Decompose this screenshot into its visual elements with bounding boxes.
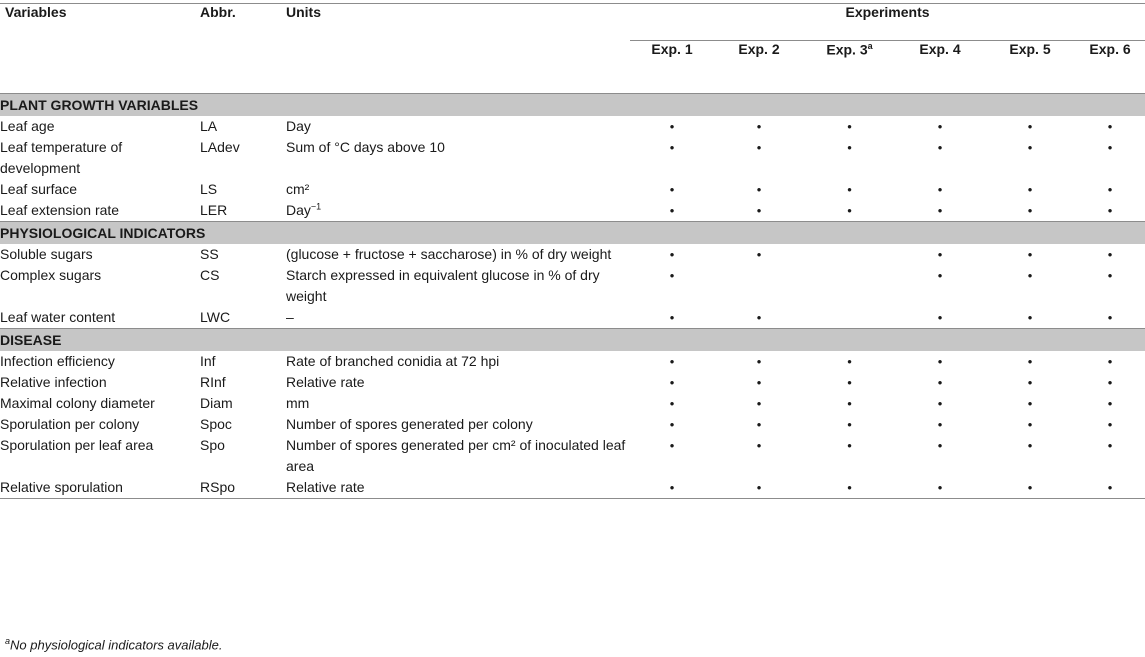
variable-units [286, 477, 630, 499]
experiment-3-cell [804, 393, 895, 414]
bullet-mark: • [669, 438, 675, 453]
experiment-1-cell [630, 393, 714, 414]
experiment-6-cell [1075, 265, 1145, 307]
experiment-2-cell [714, 265, 804, 307]
experiment-5-cell [985, 414, 1075, 435]
experiment-1-cell [630, 414, 714, 435]
table-row [0, 179, 1145, 200]
experiment-6-cell [1075, 244, 1145, 265]
experiment-6-cell [1075, 137, 1145, 179]
bullet-mark: • [1027, 310, 1033, 325]
experiment-4-cell [895, 477, 985, 499]
header-exp-3-label: Exp. 3 [826, 41, 868, 58]
table-row [0, 477, 1145, 499]
units-text: Number of spores generated per cm² of inoculated leaf area [286, 437, 626, 474]
variable-units [286, 265, 630, 307]
bullet-mark: • [937, 268, 943, 283]
experiment-5-cell [985, 200, 1075, 222]
experiment-3-cell [804, 372, 895, 393]
variable-abbr: LS [200, 181, 218, 197]
variable-abbr: Inf [200, 353, 216, 369]
experiment-2-cell [714, 244, 804, 265]
bullet-mark: • [847, 119, 852, 134]
experiment-4-cell [895, 307, 985, 329]
variable-units [286, 116, 630, 137]
units-text: Relative rate [286, 479, 365, 495]
bullet-mark: • [937, 375, 943, 390]
experiment-2-cell [714, 372, 804, 393]
bullet-mark: • [669, 182, 675, 197]
units-text: (glucose + fructose + saccharose) in % of dry weight [286, 246, 612, 262]
header-exp-3 [804, 41, 895, 94]
experiment-header-row [0, 41, 1145, 94]
bullet-mark: • [1027, 438, 1033, 453]
variable-units [286, 179, 630, 200]
units-text: Day [286, 202, 311, 218]
variable-name: Leaf temperature of development [0, 139, 123, 176]
bullet-mark: • [756, 438, 762, 453]
variable-units [286, 307, 630, 329]
experiment-1-cell [630, 200, 714, 222]
header-row [0, 4, 1145, 41]
experiment-2-cell [714, 116, 804, 137]
variable-abbr: SS [200, 246, 219, 262]
table-row [0, 351, 1145, 372]
variable-name: Leaf water content [0, 309, 116, 325]
experiment-5-cell [985, 351, 1075, 372]
experiment-1-cell [630, 351, 714, 372]
variable-units [286, 372, 630, 393]
bullet-mark: • [756, 417, 762, 432]
bullet-mark: • [1027, 354, 1033, 369]
bullet-mark: • [937, 119, 943, 134]
experiment-2-cell [714, 137, 804, 179]
variable-name: Complex sugars [0, 267, 102, 283]
bullet-mark: • [756, 140, 762, 155]
experiment-1-cell [630, 435, 714, 477]
experiment-6-cell [1075, 351, 1145, 372]
experiment-2-cell [714, 477, 804, 499]
experiment-1-cell [630, 244, 714, 265]
variable-abbr: Diam [200, 395, 233, 411]
variable-abbr: LWC [200, 309, 231, 325]
bullet-mark: • [937, 182, 943, 197]
header-exp-5: Exp. 5 [1009, 41, 1051, 57]
header-exp-4: Exp. 4 [919, 41, 961, 57]
data-table [0, 3, 1145, 499]
table-row [0, 414, 1145, 435]
header-exp-1: Exp. 1 [651, 41, 693, 57]
experiment-1-cell [630, 116, 714, 137]
bullet-mark: • [1107, 438, 1113, 453]
bullet-mark: • [847, 438, 852, 453]
bullet-mark: • [1107, 310, 1113, 325]
bullet-mark: • [1027, 268, 1033, 283]
variable-units [286, 244, 630, 265]
variable-units [286, 200, 630, 222]
units-text: Number of spores generated per colony [286, 416, 533, 432]
bullet-mark: • [669, 203, 675, 218]
experiment-4-cell [895, 116, 985, 137]
variable-abbr: LA [200, 118, 218, 134]
experiment-4-cell [895, 435, 985, 477]
experiment-6-cell [1075, 435, 1145, 477]
bullet-mark: • [669, 354, 675, 369]
bullet-mark: • [1027, 182, 1033, 197]
experiment-1-cell [630, 307, 714, 329]
bullet-mark: • [1107, 203, 1113, 218]
bullet-mark: • [756, 119, 762, 134]
bullet-mark: • [937, 396, 943, 411]
table-row [0, 200, 1145, 222]
experiment-1-cell [630, 137, 714, 179]
header-experiments: Experiments [630, 4, 1145, 41]
variable-name: Relative infection [0, 374, 107, 390]
variable-name: Maximal colony diameter [0, 395, 155, 411]
bullet-mark: • [1107, 268, 1113, 283]
experiment-3-cell [804, 351, 895, 372]
experiment-1-cell [630, 372, 714, 393]
experiment-3-cell [804, 244, 895, 265]
bullet-mark: • [1027, 140, 1033, 155]
experiment-6-cell [1075, 179, 1145, 200]
experiment-3-cell [804, 414, 895, 435]
experiment-4-cell [895, 351, 985, 372]
experiment-3-cell [804, 137, 895, 179]
section-title: PHYSIOLOGICAL INDICATORS [0, 222, 1145, 245]
header-variables: Variables [0, 4, 200, 41]
experiment-5-cell [985, 265, 1075, 307]
variable-name: Relative sporulation [0, 477, 200, 499]
footnote-mark: a [5, 636, 11, 646]
bullet-mark: • [937, 354, 943, 369]
bullet-mark: • [1027, 480, 1033, 495]
bullet-mark: • [669, 268, 675, 283]
variable-abbr: LAdev [200, 139, 240, 155]
bullet-mark: • [756, 247, 762, 262]
bullet-mark: • [1107, 417, 1113, 432]
experiment-1-cell [630, 265, 714, 307]
bullet-mark: • [1107, 119, 1113, 134]
section-title: PLANT GROWTH VARIABLES [0, 94, 1145, 117]
variable-units [286, 351, 630, 372]
header-spacer [0, 41, 200, 94]
experiment-3-cell [804, 307, 895, 329]
bullet-mark: • [756, 354, 762, 369]
experiment-3-cell [804, 116, 895, 137]
variable-name: Leaf age [0, 118, 55, 134]
experiment-4-cell [895, 244, 985, 265]
experiment-6-cell [1075, 372, 1145, 393]
bullet-mark: • [937, 247, 943, 262]
experiment-1-cell [630, 179, 714, 200]
header-abbr: Abbr. [200, 4, 286, 41]
header-spacer [286, 41, 630, 94]
header-units: Units [286, 4, 630, 41]
bullet-mark: • [756, 396, 762, 411]
table-row [0, 435, 1145, 477]
header-exp-6: Exp. 6 [1089, 41, 1131, 57]
table-row [0, 116, 1145, 137]
variable-name: Sporulation per leaf area [0, 437, 154, 453]
bullet-mark: • [756, 182, 762, 197]
experiment-6-cell [1075, 477, 1145, 499]
bullet-mark: • [669, 247, 675, 262]
experiment-3-cell [804, 265, 895, 307]
section-header-row [0, 329, 1145, 352]
table-row [0, 137, 1145, 179]
section-title: DISEASE [0, 329, 1145, 352]
bullet-mark: • [669, 480, 675, 495]
table-row [0, 265, 1145, 307]
bullet-mark: • [1027, 119, 1033, 134]
variable-name: Sporulation per colony [0, 416, 140, 432]
variable-abbr: RInf [200, 374, 226, 390]
experiment-3-cell [804, 435, 895, 477]
units-text: Relative rate [286, 374, 365, 390]
bullet-mark: • [847, 203, 852, 218]
experiment-4-cell [895, 137, 985, 179]
bullet-mark: • [756, 480, 762, 495]
bullet-mark: • [1107, 140, 1113, 155]
bullet-mark: • [756, 375, 762, 390]
bullet-mark: • [756, 310, 762, 325]
table-row [0, 372, 1145, 393]
experiment-4-cell [895, 372, 985, 393]
variable-units [286, 435, 630, 477]
variable-name: Soluble sugars [0, 246, 93, 262]
experiment-4-cell [895, 200, 985, 222]
units-text: Rate of branched conidia at 72 hpi [286, 353, 500, 369]
experiment-4-cell [895, 393, 985, 414]
experiment-5-cell [985, 137, 1075, 179]
units-superscript: −1 [310, 201, 322, 212]
bullet-mark: • [847, 480, 852, 495]
bullet-mark: • [847, 354, 852, 369]
header-spacer [200, 41, 286, 94]
variable-units [286, 137, 630, 179]
experiment-4-cell [895, 414, 985, 435]
experiment-6-cell [1075, 393, 1145, 414]
experiment-5-cell [985, 372, 1075, 393]
bullet-mark: • [847, 417, 852, 432]
variable-abbr: RSpo [200, 477, 286, 499]
bullet-mark: • [937, 438, 943, 453]
experiment-5-cell [985, 179, 1075, 200]
footnote-text: No physiological indicators available. [10, 637, 223, 653]
experiment-2-cell [714, 351, 804, 372]
bullet-mark: • [669, 375, 675, 390]
units-text: Sum of °C days above 10 [286, 139, 445, 155]
bullet-mark: • [669, 119, 675, 134]
bullet-mark: • [937, 310, 943, 325]
experiment-5-cell [985, 244, 1075, 265]
experiment-3-cell [804, 179, 895, 200]
experiment-2-cell [714, 414, 804, 435]
bullet-mark: • [1107, 247, 1113, 262]
variable-name: Leaf surface [0, 181, 78, 197]
header-exp-3-footnote-mark: a [867, 41, 873, 51]
experiment-2-cell [714, 200, 804, 222]
units-text: – [286, 309, 294, 325]
bullet-mark: • [669, 140, 675, 155]
bullet-mark: • [847, 396, 852, 411]
variable-abbr: Spoc [200, 416, 232, 432]
experiment-6-cell [1075, 414, 1145, 435]
bullet-mark: • [1027, 396, 1033, 411]
table-row [0, 244, 1145, 265]
bullet-mark: • [847, 182, 852, 197]
bullet-mark: • [1027, 203, 1033, 218]
bullet-mark: • [937, 140, 943, 155]
experiment-5-cell [985, 393, 1075, 414]
variable-abbr: CS [200, 267, 220, 283]
experiment-2-cell [714, 307, 804, 329]
experiment-2-cell [714, 179, 804, 200]
bullet-mark: • [937, 480, 943, 495]
bullet-mark: • [669, 396, 675, 411]
variable-units [286, 393, 630, 414]
experiment-4-cell [895, 265, 985, 307]
section-header-row [0, 222, 1145, 245]
variable-abbr: Spo [200, 437, 225, 453]
experiment-6-cell [1075, 307, 1145, 329]
units-text: Day [286, 118, 311, 134]
section-header-row [0, 94, 1145, 117]
table-body [0, 94, 1145, 499]
variable-name: Leaf extension rate [0, 202, 120, 218]
bullet-mark: • [1027, 247, 1033, 262]
table-row [0, 393, 1145, 414]
experiment-4-cell [895, 179, 985, 200]
table-row [0, 307, 1145, 329]
experiment-5-cell [985, 116, 1075, 137]
variable-units [286, 414, 630, 435]
experiment-5-cell [985, 435, 1075, 477]
bullet-mark: • [847, 140, 852, 155]
bullet-mark: • [847, 375, 852, 390]
experiment-6-cell [1075, 116, 1145, 137]
units-text: mm [286, 395, 310, 411]
bullet-mark: • [1107, 375, 1113, 390]
bullet-mark: • [669, 417, 675, 432]
experiment-6-cell [1075, 200, 1145, 222]
bullet-mark: • [937, 417, 943, 432]
bullet-mark: • [1027, 375, 1033, 390]
experiment-3-cell [804, 200, 895, 222]
experiment-1-cell [630, 477, 714, 499]
footnote [5, 636, 222, 652]
bullet-mark: • [1027, 417, 1033, 432]
variable-abbr: LER [200, 202, 228, 218]
bullet-mark: • [1107, 354, 1113, 369]
experiment-2-cell [714, 393, 804, 414]
experiment-5-cell [985, 477, 1075, 499]
bullet-mark: • [1107, 182, 1113, 197]
bullet-mark: • [669, 310, 675, 325]
units-text: Starch expressed in equivalent glucose in % of dry weight [286, 267, 600, 304]
bullet-mark: • [1107, 396, 1113, 411]
units-text: cm² [286, 181, 310, 197]
experiment-5-cell [985, 307, 1075, 329]
variable-name: Infection efficiency [0, 353, 115, 369]
bullet-mark: • [937, 203, 943, 218]
header-exp-2: Exp. 2 [738, 41, 780, 57]
experiment-2-cell [714, 435, 804, 477]
bullet-mark: • [1107, 480, 1113, 495]
bullet-mark: • [756, 203, 762, 218]
experiment-3-cell [804, 477, 895, 499]
